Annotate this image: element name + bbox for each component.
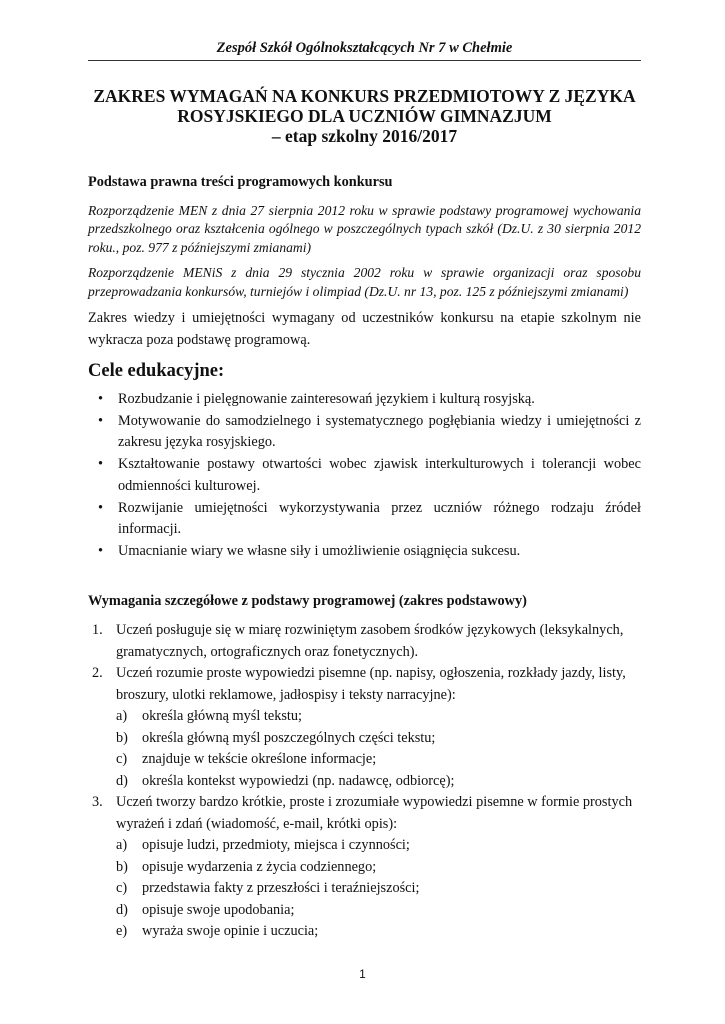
sub-item: [116, 857, 641, 879]
sub-letter: c): [116, 880, 128, 896]
bullet-icon: •: [98, 412, 104, 429]
item-number: 3.: [92, 794, 103, 810]
sub-letter: a): [116, 837, 128, 853]
header-divider: [88, 60, 641, 61]
sub-text: określa główną myśl tekstu;: [142, 708, 303, 724]
list-item: [98, 454, 641, 497]
item-number: 1.: [92, 622, 103, 638]
sub-letter: b): [116, 729, 128, 746]
document-body: [88, 172, 641, 943]
page-number: 1: [359, 967, 366, 981]
list-item: [92, 620, 641, 663]
sub-text: opisuje swoje upodobania;: [142, 901, 295, 918]
sub-letter: d): [116, 772, 128, 789]
goals-heading: Cele edukacyjne:: [88, 361, 225, 381]
item-number: 2.: [92, 665, 103, 681]
sub-text: określa główną myśl poszczególnych części tekstu;: [142, 729, 436, 746]
goal-text: Motywowanie do samodzielnego i systematycznego pogłębiania wiedzy i umiejętności z zakresu języka rosyjskiego.: [118, 412, 641, 450]
sub-text: znajduje w tekście określone informacje;: [142, 751, 377, 767]
goal-text: Rozbudzanie i pielęgnowanie zainteresowań językiem i kulturą rosyjską.: [118, 390, 535, 407]
goal-text: Rozwijanie umiejętności wykorzystywania przez uczniów różnego rodzaju źródeł informacji.: [118, 499, 641, 537]
sub-text: opisuje wydarzenia z życia codziennego;: [142, 858, 377, 875]
sub-letter: d): [116, 901, 128, 918]
scope-paragraph: Zakres wiedzy i umiejętności wymagany od uczestników konkursu na etapie szkolnym nie wykracza poza podstawę programową.: [88, 310, 641, 348]
sub-item: [116, 900, 641, 922]
requirement-text: Uczeń rozumie proste wypowiedzi pisemne (np. napisy, ogłoszenia, rozkłady jazdy, listy, broszury, ulotki reklamowe, jadłospisy i teksty narracyjne):: [116, 665, 626, 703]
legal-basis-heading: Podstawa prawna treści programowych konkursu: [88, 174, 393, 190]
title-line-1: ZAKRES WYMAGAŃ NA KONKURS PRZEDMIOTOWY Z JĘZYKA: [93, 86, 636, 106]
sub-list: [116, 706, 641, 792]
goals-list: [88, 389, 641, 563]
sub-text: przedstawia fakty z przeszłości i teraźniejszości;: [142, 880, 420, 896]
requirements-heading: Wymagania szczegółowe z podstawy programowej (zakres podstawowy): [88, 592, 527, 609]
sub-item: [116, 771, 641, 793]
list-item: [98, 389, 641, 411]
bullet-icon: •: [98, 543, 104, 559]
sub-item: [116, 728, 641, 750]
sub-item: [116, 749, 641, 771]
bullet-icon: •: [98, 456, 104, 472]
sub-item: [116, 706, 641, 728]
sub-item: [116, 835, 641, 857]
goal-text: Kształtowanie postawy otwartości wobec zjawisk interkulturowych i tolerancji wobec odmienności kulturowej.: [118, 456, 641, 494]
bullet-icon: •: [98, 390, 104, 407]
sub-text: określa kontekst wypowiedzi (np. nadawcę, odbiorcę);: [142, 772, 455, 789]
sub-item: [116, 921, 641, 943]
bullet-icon: •: [98, 499, 104, 516]
goal-text: Umacnianie wiary we własne siły i umożliwienie osiągnięcia sukcesu.: [118, 543, 521, 559]
sub-item: [116, 878, 641, 900]
sub-text: opisuje ludzi, przedmioty, miejsca i czynności;: [142, 837, 410, 853]
regulation-men-2012: Rozporządzenie MEN z dnia 27 sierpnia 2012 roku w sprawie podstawy programowej wychowania przedszkolnego oraz kształcenia ogólnego w poszczególnych typach szkół (Dz.U. z 30 sierpnia 2012 roku., poz. 977 z późniejszymi zmianami): [88, 202, 641, 255]
document-title: [88, 86, 641, 146]
sub-letter: c): [116, 751, 128, 767]
title-line-2: ROSYJSKIEGO DLA UCZNIÓW GIMNAZJUM: [177, 106, 552, 126]
list-item: [98, 411, 641, 454]
list-item: [98, 498, 641, 541]
sub-letter: b): [116, 858, 128, 875]
list-item: [98, 541, 641, 563]
regulation-menis-2002: Rozporządzenie MENiS z dnia 29 stycznia 2002 roku w sprawie organizacji oraz sposobu przeprowadzania konkursów, turniejów i olimpiad (Dz.U. nr 13, poz. 125 z późniejszymi zmianami): [88, 265, 641, 299]
requirements-list: [88, 620, 641, 943]
requirement-text: Uczeń tworzy bardzo krótkie, proste i zrozumiałe wypowiedzi pisemne w formie prostych wyrażeń i zdań (wiadomość, e-mail, krótki opis):: [116, 794, 633, 832]
sub-text: wyraża swoje opinie i uczucia;: [142, 923, 319, 939]
title-line-3: – etap szkolny 2016/2017: [271, 126, 458, 146]
sub-list: [116, 835, 641, 943]
document-header: Zespół Szkół Ogólnokształcących Nr 7 w Chełmie: [216, 40, 513, 56]
requirement-text: Uczeń posługuje się w miarę rozwiniętym zasobem środków językowych (leksykalnych, gramatycznych, ortograficznych oraz fonetycznych).: [116, 622, 624, 660]
list-item: [92, 792, 641, 943]
sub-letter: e): [116, 923, 128, 939]
sub-letter: a): [116, 708, 128, 724]
list-item: [92, 663, 641, 792]
